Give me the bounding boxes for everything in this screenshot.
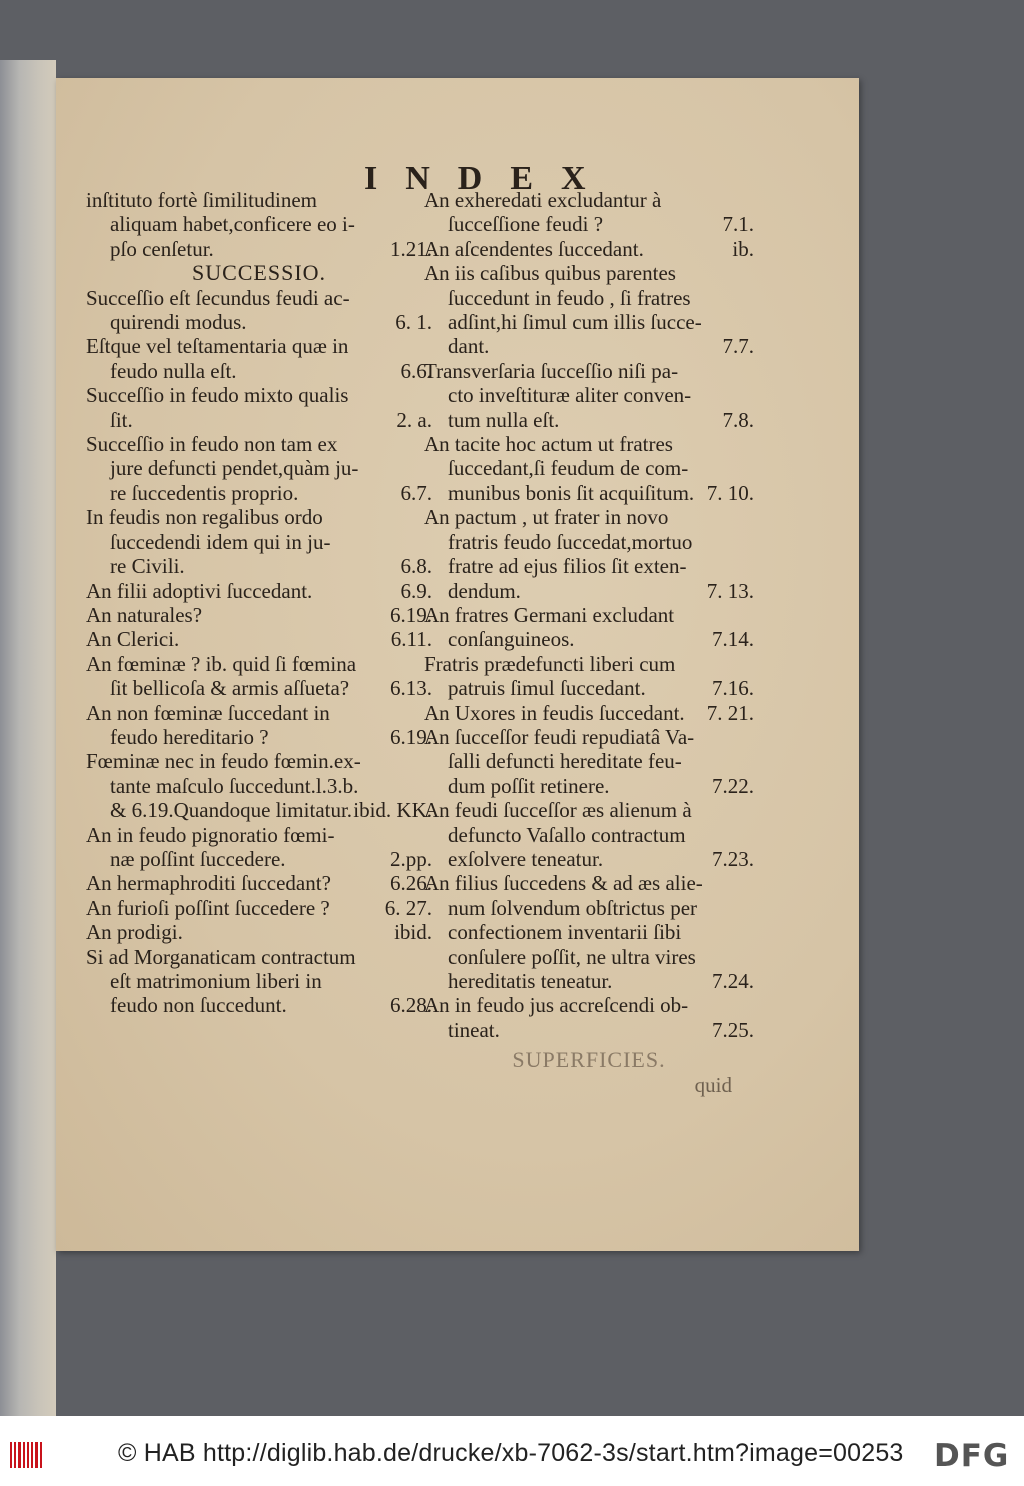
index-entry: [86, 286, 432, 335]
book-page: [56, 78, 859, 1251]
index-entry: [424, 261, 754, 359]
entry-line: 6. 27. An furioſi poſſint ſuccedere ?: [86, 895, 432, 920]
index-column-right: [424, 188, 754, 1097]
entry-line: 6.13. ſit bellicoſa & armis aſſueta?: [110, 676, 432, 701]
index-entry: [86, 603, 432, 627]
entry-line: jure defuncti pendet,quàm ju-: [110, 456, 359, 481]
entry-line: 7. 21. An Uxores in feudis ſuccedant.: [424, 700, 754, 725]
entry-line: ibid. An prodigi.: [86, 920, 432, 945]
entry-reference: 7.16.: [712, 676, 754, 701]
entry-reference: 7.25.: [712, 1017, 754, 1042]
entry-line: ſalli defuncti hereditate feu-: [448, 749, 682, 774]
entry-line: confectionem inventarii ſibi: [448, 920, 682, 945]
section-heading: SUCCESSIO.: [191, 260, 327, 286]
entry-line: An fœminæ ? ib. quid ſi fœmina: [86, 651, 357, 676]
adjacent-page-edge: [0, 60, 56, 1416]
index-entry: [86, 579, 432, 603]
entry-reference: 6.13.: [390, 676, 432, 701]
entry-line: Fratris prædefuncti liberi cum: [424, 651, 676, 676]
index-entry: [86, 920, 432, 944]
index-entry: [424, 432, 754, 505]
entry-reference: 6.26.: [390, 871, 432, 896]
entry-line: 2. a. ſit.: [110, 407, 432, 432]
index-entry: [424, 603, 754, 652]
entry-line: 7. 13. dendum.: [448, 578, 754, 603]
entry-line: num ſolvendum obſtrictus per: [448, 895, 698, 920]
source-url[interactable]: © HAB http://diglib.hab.de/drucke/xb-7062-3s/start.htm?image=00253: [118, 1439, 904, 1467]
entry-line: An in feudo jus accreſcendi ob-: [424, 993, 689, 1018]
entry-line: 6.19. feudo hereditario ?: [110, 724, 432, 749]
entry-line: ſuccedunt in feudo , ſi fratres: [448, 285, 691, 310]
entry-line: 7.14. conſanguineos.: [448, 627, 754, 652]
entry-line: ib. An aſcendentes ſuccedant.: [424, 236, 754, 261]
index-entry: [86, 652, 432, 701]
entry-line: Transverſaria ſucceſſio niſi pa-: [424, 358, 679, 383]
entry-reference: 7. 13.: [706, 578, 754, 603]
entry-reference: 6.6.: [400, 358, 432, 383]
entry-line: 7.1. ſucceſſione feudi ?: [448, 212, 754, 237]
entry-line: An exheredati excludantur à: [424, 188, 662, 212]
entry-line: 7. 10. munibus bonis ſit acquiſitum.: [448, 480, 754, 505]
entry-line: 6.28. feudo non ſuccedunt.: [110, 993, 432, 1018]
entry-line: An feudi ſucceſſor æs alienum à: [424, 798, 692, 823]
entry-line: An non fœminæ ſuccedant in: [86, 700, 330, 725]
entry-reference: 6. 27.: [384, 895, 432, 920]
entry-reference: 7.23.: [712, 846, 754, 871]
entry-reference: 7. 10.: [706, 480, 754, 505]
entry-line: An in feudo pignoratio fœmi-: [86, 822, 335, 847]
entry-line: ſuccedendi idem qui in ju-: [110, 529, 331, 554]
entry-line: 6.8. re Civili.: [110, 554, 432, 579]
entry-reference: 7.7.: [722, 334, 754, 359]
entry-line: ſuccedant,ſi feudum de com-: [448, 456, 689, 481]
entry-line: 7.25. tineat.: [448, 1017, 754, 1042]
index-entry: [424, 237, 754, 261]
index-entry: [86, 432, 432, 505]
entry-reference: 2. a.: [396, 407, 432, 432]
entry-line: cto inveſtituræ aliter conven-: [448, 383, 692, 408]
entry-line: eſt matrimonium liberi in: [110, 969, 322, 993]
entry-line: 7.23. exſolvere teneatur.: [448, 846, 754, 871]
entry-line: 2.pp. næ poſſint ſuccedere.: [110, 846, 432, 871]
index-entry: [86, 701, 432, 750]
entry-line: 7.16. patruis ſimul ſuccedant.: [448, 676, 754, 701]
entry-reference: 6.9.: [400, 578, 432, 603]
entry-reference: 6.19.: [390, 724, 432, 749]
entry-reference: 6.8.: [400, 554, 432, 579]
index-entry: [424, 505, 754, 603]
footer-bar: [0, 1416, 1024, 1486]
entry-reference: ib.: [732, 236, 754, 261]
entry-line: Si ad Morganaticam contractum: [86, 944, 356, 969]
index-entry: [424, 359, 754, 432]
catchword: quid: [694, 1072, 732, 1097]
index-entry: [86, 945, 432, 1018]
entry-line: 7.8. tum nulla eſt.: [448, 407, 754, 432]
entry-line: Eſtque vel teſtamentaria quæ in: [86, 334, 349, 359]
index-entry: [424, 725, 754, 798]
entry-line: conſulere poſſit, ne ultra vires: [448, 944, 696, 969]
index-entry: [424, 188, 754, 237]
entry-line: 6.19. An naturales?: [86, 602, 432, 627]
entry-line: tante maſculo ſuccedunt.l.3.b.: [110, 773, 359, 798]
entry-line: An fratres Germani excludant: [424, 602, 675, 627]
index-entry: [424, 798, 754, 871]
entry-line: Succeſſio in feudo mixto qualis: [86, 383, 349, 408]
index-entry: [86, 749, 432, 822]
index-entry: [86, 871, 432, 895]
entry-reference: ibid. KK.: [353, 798, 432, 823]
entry-line: adſint,hi ſimul cum illis ſucce-: [448, 310, 702, 335]
entry-reference: 6.28.: [390, 993, 432, 1018]
entry-reference: 7. 21.: [706, 700, 754, 725]
entry-line: An pactum , ut frater in novo: [424, 505, 669, 530]
index-column-left: [86, 188, 432, 1018]
entry-line: An filius ſuccedens & ad æs alie-: [424, 871, 703, 896]
entry-line: inſtituto fortè ſimilitudinem: [86, 188, 317, 212]
entry-reference: 2.pp.: [390, 846, 432, 871]
entry-line: fratris feudo ſuccedat,mortuo: [448, 529, 693, 554]
entry-line: Succeſſio in feudo non tam ex: [86, 432, 338, 457]
index-entry: [424, 652, 754, 701]
entry-line: 6.9. An filii adoptivi ſuccedant.: [86, 578, 432, 603]
entry-line: Succeſſio eſt ſecundus feudi ac-: [86, 285, 350, 310]
entry-line: aliquam habet,conficere eo i-: [110, 212, 355, 237]
entry-line: An tacite hoc actum ut fratres: [424, 432, 673, 457]
index-entry: [424, 701, 754, 725]
library-barcode-icon: [10, 1442, 42, 1468]
index-entry: [86, 823, 432, 872]
index-entry: [424, 871, 754, 993]
entry-line: An iis caſibus quibus parentes: [424, 261, 676, 286]
dfg-logo: DFG: [934, 1438, 1010, 1474]
entry-reference: 7.8.: [722, 407, 754, 432]
entry-reference: 6.11.: [390, 627, 432, 652]
entry-line: Fœminæ nec in feudo fœmin.ex-: [86, 749, 361, 774]
index-entry: [86, 896, 432, 920]
entry-line: 1.21. pſo cenſetur.: [110, 236, 432, 261]
entry-line: An ſucceſſor feudi repudiatâ Va-: [424, 724, 695, 749]
entry-line: 6.11. An Clerici.: [86, 627, 432, 652]
index-entry: [86, 505, 432, 578]
entry-reference: 6. 1.: [395, 310, 432, 335]
entry-line: defuncto Vaſallo contractum: [448, 822, 686, 847]
entry-reference: 1.21.: [390, 236, 432, 261]
entry-reference: 7.14.: [712, 627, 754, 652]
index-entry: [424, 993, 754, 1042]
entry-line: 7.24. hereditatis teneatur.: [448, 969, 754, 993]
index-entry: [86, 383, 432, 432]
entry-reference: 6.19.: [390, 602, 432, 627]
entry-line: fratre ad ejus filios ſit exten-: [448, 554, 687, 579]
entry-line: 6.7. re ſuccedentis proprio.: [110, 480, 432, 505]
entry-reference: 7.1.: [722, 212, 754, 237]
entry-line: In feudis non regalibus ordo: [86, 505, 323, 530]
entry-line: ibid. KK. & 6.19.Quandoque limitatur.: [110, 798, 432, 823]
entry-line: 7.22. dum poſſit retinere.: [448, 773, 754, 798]
entry-reference: 6.7.: [400, 480, 432, 505]
entry-line: 6. 1. quirendi modus.: [110, 310, 432, 335]
entry-reference: ibid.: [394, 920, 432, 945]
entry-line: 6.26. An hermaphroditi ſuccedant?: [86, 871, 432, 896]
entry-line: 6.6. feudo nulla eſt.: [110, 358, 432, 383]
index-entry: [86, 627, 432, 651]
page-title: INDEX: [364, 160, 614, 197]
entry-reference: 7.22.: [712, 773, 754, 798]
entry-reference: 7.24.: [712, 969, 754, 993]
index-entry: [86, 188, 432, 261]
index-entry: [86, 334, 432, 383]
section-heading: SUPERFICIES.: [512, 1047, 666, 1073]
entry-line: 7.7. dant.: [448, 334, 754, 359]
